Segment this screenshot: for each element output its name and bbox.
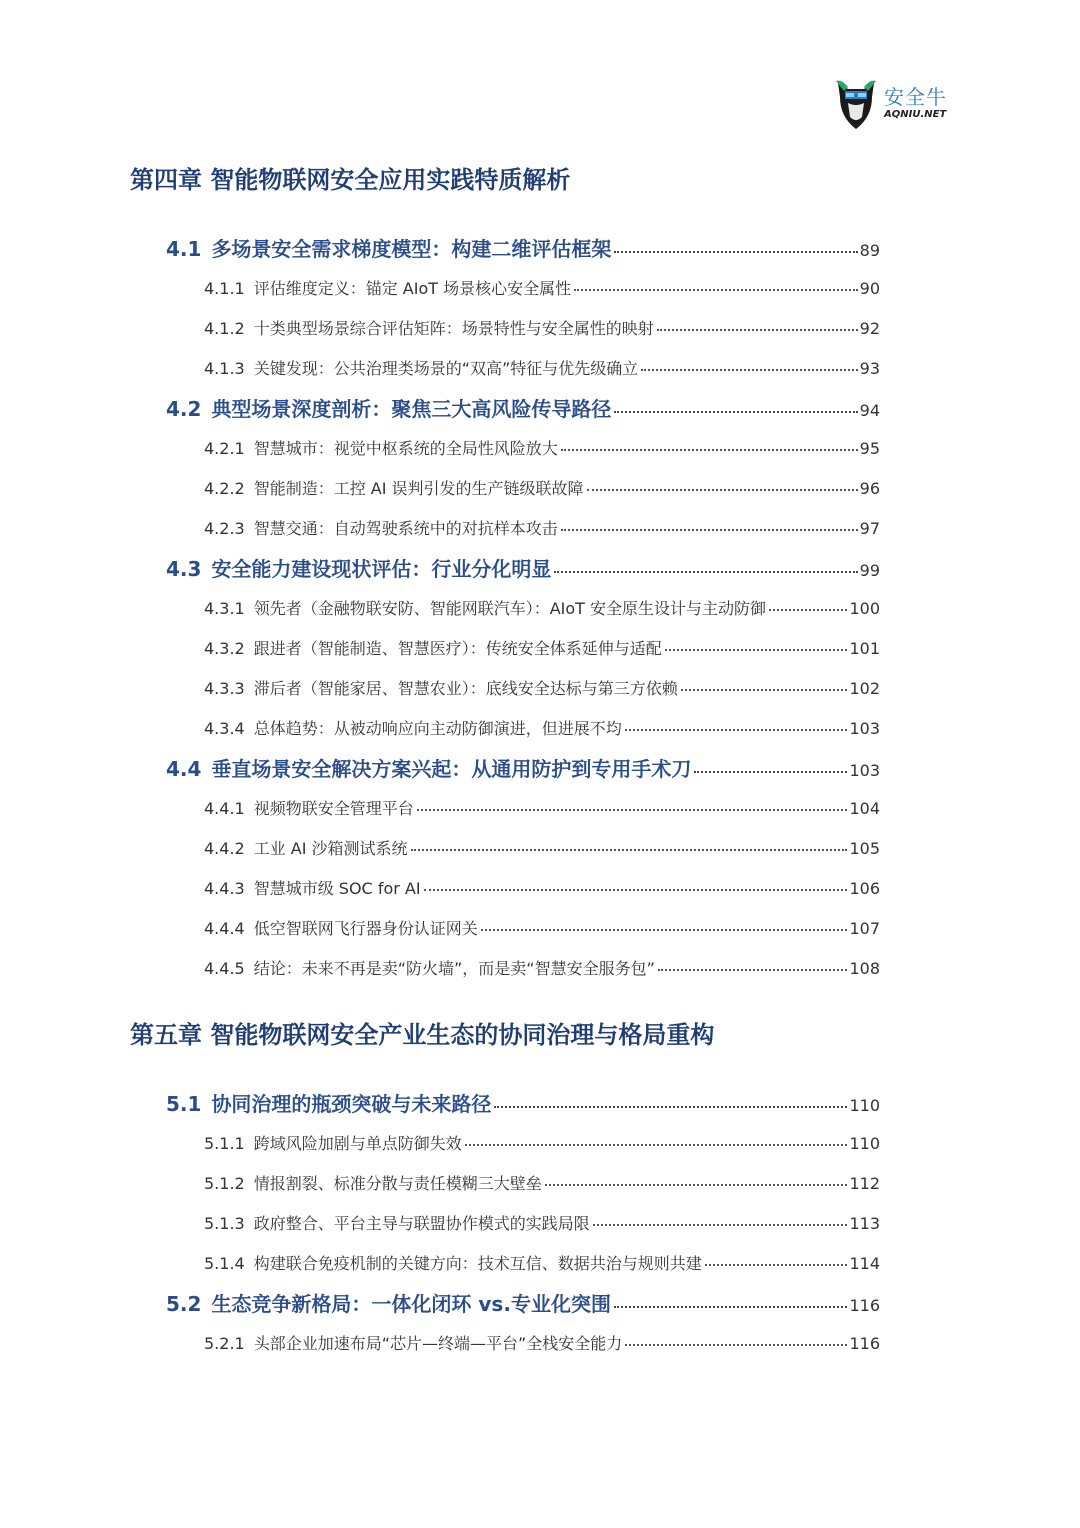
toc-page: 94 [859,401,880,420]
toc-number: 4.4.2 [204,839,245,858]
dot-leader [561,448,858,451]
chapter-5-title[interactable]: 第五章 智能物联网安全产业生态的协同治理与格局重构 [130,1021,715,1049]
toc-page: 108 [849,959,880,978]
toc-number: 4.3.2 [204,639,245,658]
dot-leader [417,808,848,811]
toc-number: 4.2.2 [204,479,245,498]
toc-entry-4-4-2[interactable] [204,836,880,860]
dot-leader [625,728,848,731]
toc-title: 结论：未来不再是卖“防火墙”，而是卖“智慧安全服务包” [253,959,655,978]
toc-entry-5-2[interactable] [166,1288,880,1316]
toc-title: 智慧交通：自动驾驶系统中的对抗样本攻击 [253,519,558,538]
dot-leader [593,1223,848,1226]
toc-number: 4.3 [166,557,202,581]
toc-entry-4-3[interactable] [166,553,880,581]
logo-name-en: AQNIU.NET [884,109,947,120]
toc-entry-5-1-4[interactable] [204,1251,880,1275]
toc-number: 4.4.5 [204,959,245,978]
toc-entry-4-3-3[interactable] [204,676,880,700]
toc-entry-4-2-3[interactable] [204,516,880,540]
dot-leader [694,770,847,773]
toc-number: 5.2 [166,1292,202,1316]
toc-page: 97 [859,519,880,538]
logo-name-cn: 安全牛 [884,85,947,109]
toc-entry-5-1[interactable] [166,1088,880,1116]
toc-title: 典型场景深度剖析：聚焦三大高风险传导路径 [211,397,612,421]
toc-entry-4-4-4[interactable] [204,916,880,940]
toc-entry-4-2-2[interactable] [204,476,880,500]
toc-title: 政府整合、平台主导与联盟协作模式的实践局限 [253,1214,590,1233]
dot-leader [657,328,858,331]
dot-leader [665,648,848,651]
toc-page: 95 [859,439,880,458]
toc-entry-5-1-2[interactable] [204,1171,880,1195]
toc-entry-4-3-4[interactable] [204,716,880,740]
toc-number: 5.2.1 [204,1334,245,1353]
toc-page: 104 [849,799,880,818]
dot-leader [614,250,857,253]
toc-entry-4-2-1[interactable] [204,436,880,460]
toc-entry-4-4-5[interactable] [204,956,880,980]
toc-number: 4.1.1 [204,279,245,298]
toc-entry-5-2-1[interactable] [204,1331,880,1355]
toc-page: 93 [859,359,880,378]
toc-title: 协同治理的瓶颈突破与未来路径 [211,1092,492,1116]
toc-page: 110 [849,1134,880,1153]
toc-title: 头部企业加速布局“芯片—终端—平台”全栈安全能力 [253,1334,623,1353]
toc-page: 113 [849,1214,880,1233]
toc-entry-4-4-3[interactable] [204,876,880,900]
toc-number: 5.1.3 [204,1214,245,1233]
dot-leader [494,1105,847,1108]
logo [834,76,964,132]
toc-number: 5.1.1 [204,1134,245,1153]
toc-number: 4.2 [166,397,202,421]
toc-number: 4.3.3 [204,679,245,698]
toc-number: 4.4 [166,757,202,781]
toc-page: 107 [849,919,880,938]
toc-number: 4.2.1 [204,439,245,458]
dot-leader [769,608,847,611]
toc-number: 4.3.1 [204,599,245,618]
toc-page: 116 [849,1296,880,1315]
toc-page: 102 [849,679,880,698]
toc-entry-4-3-1[interactable] [204,596,880,620]
toc-title: 智能制造：工控 AI 误判引发的生产链级联故障 [253,479,584,498]
toc-title: 生态竞争新格局：一体化闭环 vs.专业化突围 [211,1292,611,1316]
toc-title: 滞后者（智能家居、智慧农业）：底线安全达标与第三方依赖 [253,679,678,698]
toc-title: 评估维度定义：锚定 AIoT 场景核心安全属性 [253,279,572,298]
toc-number: 4.4.3 [204,879,245,898]
dot-leader [481,928,848,931]
toc-page: 90 [859,279,880,298]
toc-page: 100 [849,599,880,618]
toc-page: 92 [859,319,880,338]
toc-page: 112 [849,1174,880,1193]
toc-number: 5.1.4 [204,1254,245,1273]
toc-title: 低空智联网飞行器身份认证网关 [253,919,478,938]
dot-leader [587,488,858,491]
dot-leader [625,1343,847,1346]
toc-entry-4-4-1[interactable] [204,796,880,820]
toc-title: 情报割裂、标准分散与责任模糊三大壁垒 [253,1174,542,1193]
toc-entry-4-4[interactable] [166,753,880,781]
toc-page: 116 [849,1334,880,1353]
dot-leader [465,1143,848,1146]
bull-shield-icon [834,77,878,131]
toc-entry-4-1-2[interactable] [204,316,880,340]
toc-title: 十类典型场景综合评估矩阵：场景特性与安全属性的映射 [253,319,654,338]
toc-title: 垂直场景安全解决方案兴起：从通用防护到专用手术刀 [211,757,692,781]
toc-number: 4.1.2 [204,319,245,338]
toc-entry-5-1-1[interactable] [204,1131,880,1155]
toc-title: 智慧城市：视觉中枢系统的全局性风险放大 [253,439,558,458]
toc-page: 114 [849,1254,880,1273]
toc-number: 5.1 [166,1092,202,1116]
toc-page: 89 [859,241,880,260]
toc-entry-4-1-1[interactable] [204,276,880,300]
toc-title: 关键发现：公共治理类场景的“双高”特征与优先级确立 [253,359,639,378]
chapter-4-title[interactable]: 第四章 智能物联网安全应用实践特质解析 [130,166,571,194]
toc-entry-4-1[interactable] [166,233,880,261]
toc-number: 4.2.3 [204,519,245,538]
dot-leader [705,1263,848,1266]
toc-number: 4.1 [166,237,202,261]
toc-page: 99 [859,561,880,580]
dot-leader [614,410,857,413]
dot-leader [411,848,848,851]
dot-leader [561,528,858,531]
toc-number: 4.4.1 [204,799,245,818]
dot-leader [658,968,848,971]
toc-entry-5-1-3[interactable] [204,1211,880,1235]
dot-leader [614,1305,848,1308]
dot-leader [424,888,848,891]
toc-title: 构建联合免疫机制的关键方向：技术互信、数据共治与规则共建 [253,1254,702,1273]
toc-page: 103 [849,719,880,738]
toc-entry-4-3-2[interactable] [204,636,880,660]
toc-title: 跨域风险加剧与单点防御失效 [253,1134,462,1153]
toc-title: 总体趋势：从被动响应向主动防御演进，但进展不均 [253,719,622,738]
dot-leader [554,570,857,573]
dot-leader [641,368,857,371]
toc-title: 多场景安全需求梯度模型：构建二维评估框架 [211,237,612,261]
dot-leader [574,288,858,291]
toc-title: 工业 AI 沙箱测试系统 [253,839,408,858]
toc-number: 4.3.4 [204,719,245,738]
toc-title: 智慧城市级 SOC for AI [253,879,421,898]
toc-page: 101 [849,639,880,658]
toc-page: 103 [849,761,880,780]
dot-leader [681,688,848,691]
toc-entry-4-2[interactable] [166,393,880,421]
toc-entry-4-1-3[interactable] [204,356,880,380]
toc-number: 4.1.3 [204,359,245,378]
toc-number: 4.4.4 [204,919,245,938]
dot-leader [545,1183,848,1186]
toc-title: 跟进者（智能制造、智慧医疗）：传统安全体系延伸与适配 [253,639,662,658]
toc-number: 5.1.2 [204,1174,245,1193]
toc-title: 安全能力建设现状评估：行业分化明显 [211,557,552,581]
toc-page: 110 [849,1096,880,1115]
toc-page: 105 [849,839,880,858]
toc-page: 96 [859,479,880,498]
toc-page: 106 [849,879,880,898]
toc-title: 领先者（金融物联安防、智能网联汽车）：AIoT 安全原生设计与主动防御 [253,599,767,618]
toc-title: 视频物联安全管理平台 [253,799,414,818]
